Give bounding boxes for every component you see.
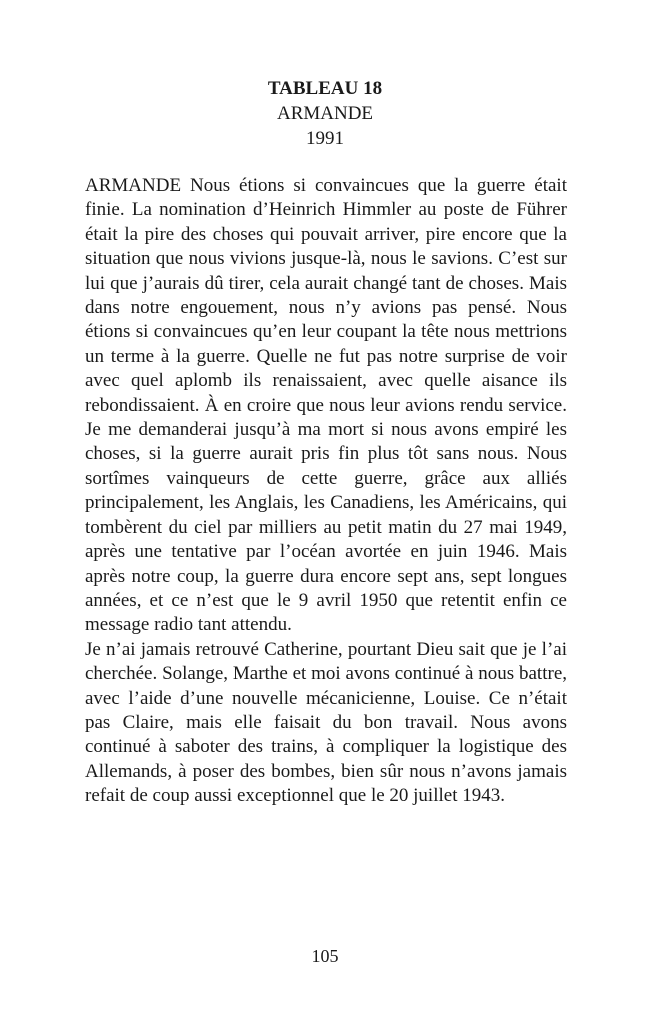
paragraph-2: Je n’ai jamais retrouvé Catherine, pourtant Dieu sait que je l’ai cherchée. Solange, Marthe et moi avons continué à nous battre, avec l’aide d’une nouvelle mécanicienne, Louise. Ce n’était pas Claire, mais elle faisait du bon travail. Nous avons continué à saboter des trains, à compliquer la logistique des Allemands, à poser des bombes, bien sûr nous n’avons jamais refait de coup aussi exceptionnel que le 20 juillet 1943. [85, 638, 567, 807]
body-text [85, 174, 567, 809]
page-number: 105 [311, 946, 339, 966]
chapter-title: TABLEAU 18 [267, 78, 383, 99]
paragraph-1: ARMANDE Nous étions si convaincues que la guerre était finie. La nomination d’Heinrich Himmler au poste de Führer était la pire des choses qui pouvait arriver, pire encore que la situation que nous vivions jusque-là, nous le savions. C’est sur lui que j’aurais dû tirer, cela aurait changé tant de choses. Mais dans notre engouement, nous n’y avions pas pensé. Nous étions si convaincues qu’en leur coupant la tête nous mettrions un terme à la guerre. Quelle ne fut pas notre surprise de voir avec quel aplomb ils renaissaient, avec quelle aisance ils rebondissaient. À en croire que nous leur avions rendu service. Je me demanderai jusqu’à ma mort si nous avons empiré les choses, si la guerre aurait pris fin plus tôt sans nous. Nous sortîmes vainqueurs de cette guerre, grâce aux alliés principalement, les Anglais, les Canadiens, les Américains, qui tombèrent du ciel par milliers au petit matin du 27 mai 1949, après une tentative par l’océan avortée en juin 1946. Mais après notre coup, la guerre dura encore sept ans, sept longues années, et ce n’est que le 9 avril 1950 que retentit enfin ce message radio tant attendu. [85, 175, 567, 636]
character-name: ARMANDE [276, 103, 374, 124]
chapter-year: 1991 [306, 128, 344, 149]
